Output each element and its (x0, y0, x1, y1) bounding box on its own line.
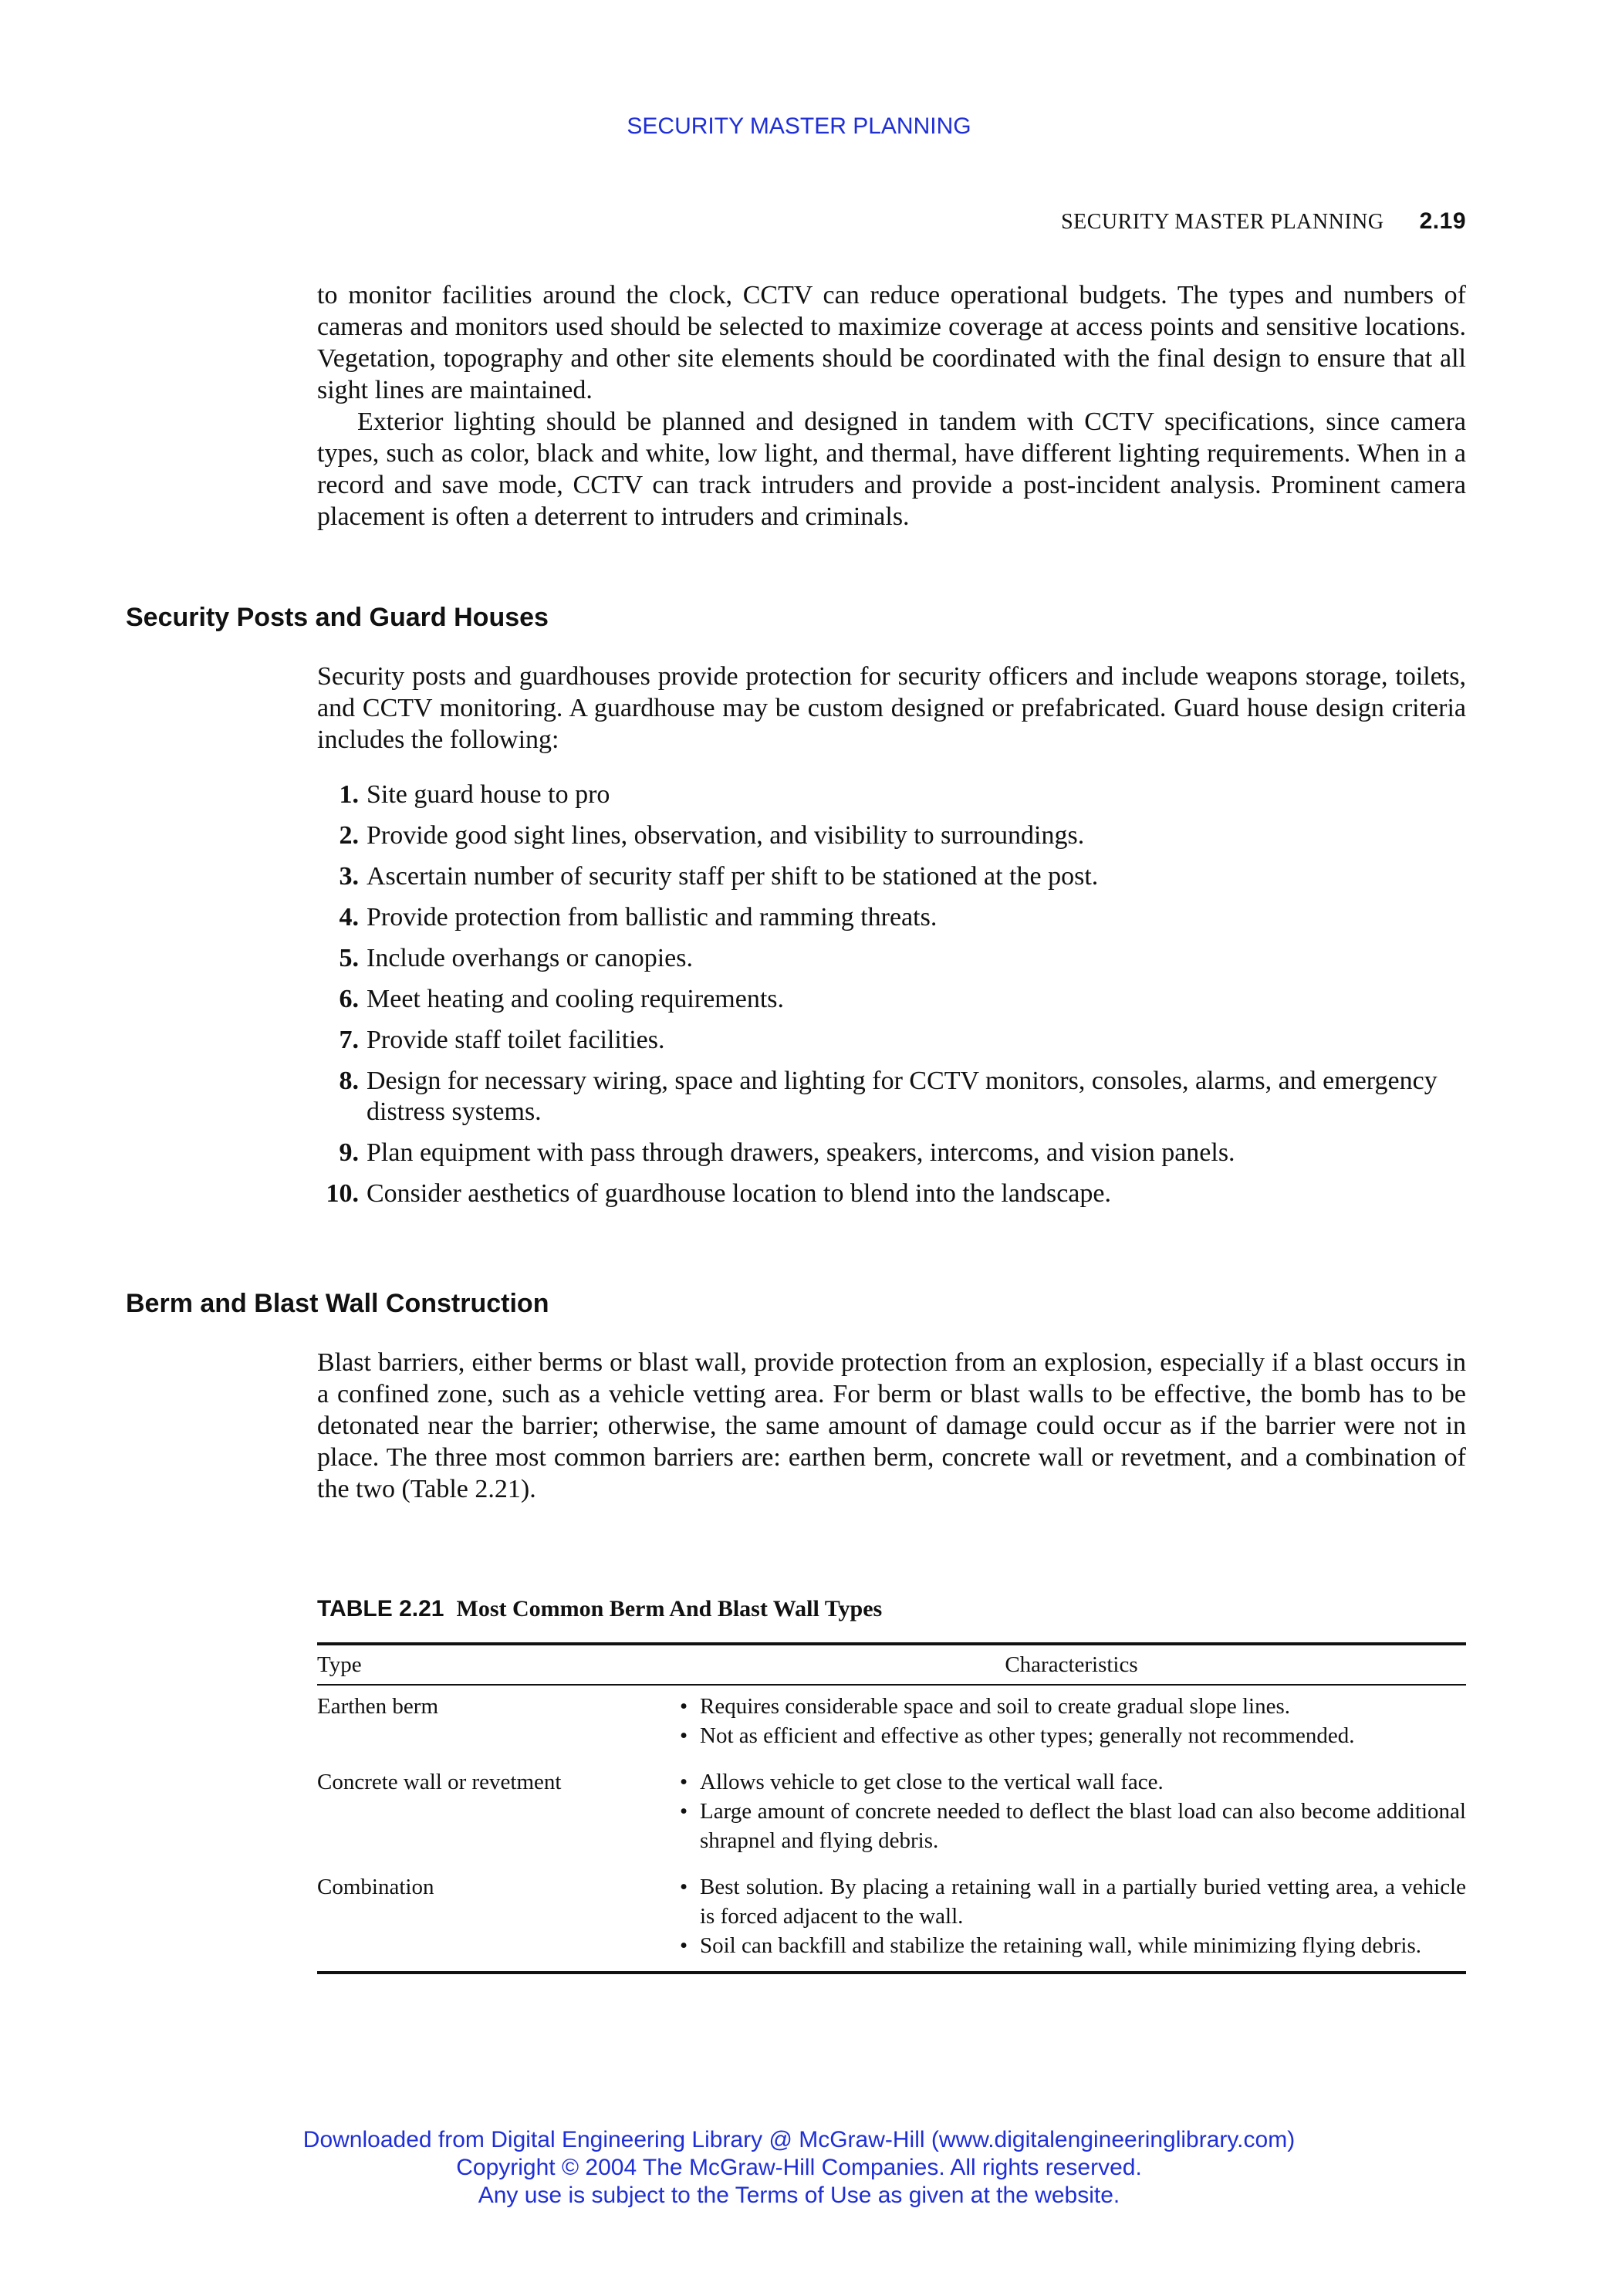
list-item-text: Consider aesthetics of guardhouse location to blend into the landscape. (367, 1179, 1111, 1208)
list-item (317, 820, 1466, 851)
list-item-text: Meet heating and cooling requirements. (367, 985, 784, 1013)
list-item-text: Ascertain number of security staff per shift to be stationed at the post. (367, 862, 1099, 891)
bullet-item: • Allows vehicle to get close to the vertical wall face. (677, 1767, 1466, 1797)
list-item-number: 6. (339, 985, 359, 1013)
list-item-number: 1. (339, 780, 359, 809)
column-header-type: Type (317, 1644, 677, 1685)
running-head-title: SECURITY MASTER PLANNING (1061, 210, 1384, 234)
footer-copyright: Copyright © 2004 The McGraw-Hill Companies. All rights reserved. (456, 2155, 1142, 2180)
table-row (317, 1866, 1466, 1973)
copyright-footer (0, 2126, 1598, 2210)
bullet-item: • Soil can backfill and stabilize the retaining wall, while minimizing flying debris. (677, 1931, 1466, 1960)
list-item-number: 7. (339, 1026, 359, 1054)
list-item-text: Include overhangs or canopies. (367, 944, 693, 972)
section-heading-security-posts: Security Posts and Guard Houses (126, 603, 549, 632)
table-cell-characteristics (677, 1685, 1466, 1761)
table-cell-type: Earthen berm (317, 1694, 439, 1719)
list-item (317, 1025, 1466, 1056)
running-head (1061, 208, 1466, 235)
bullet-item: • Not as efficient and effective as other types; generally not recommended. (677, 1721, 1466, 1750)
list-item (317, 1066, 1466, 1128)
intro-paragraph-2: Exterior lighting should be planned and designed in tandem with CCTV specifications, since camera types, such as color, black and white, low light, and thermal, have different lighting requirements. When in a record and save mode, CCTV can track intruders and provide a post-incident analysis. Prominent camera placement is often a deterrent to intruders and criminals. (317, 407, 1466, 531)
list-item-text: Provide protection from ballistic and ramming threats. (367, 903, 938, 932)
list-item-number: 5. (339, 944, 359, 972)
bullet-list (677, 1692, 1466, 1750)
table-row (317, 1761, 1466, 1866)
list-item (317, 1178, 1466, 1209)
bullet-item: • Large amount of concrete needed to deflect the blast load can also become additional shrapnel and flying debris. (677, 1797, 1466, 1855)
list-item-number: 4. (339, 903, 359, 932)
table-cell-characteristics (677, 1866, 1466, 1973)
list-item-text: Provide staff toilet facilities. (367, 1026, 665, 1054)
list-item (317, 943, 1466, 974)
table-cell-type: Concrete wall or revetment (317, 1770, 562, 1794)
table-row (317, 1685, 1466, 1761)
guardhouse-criteria-list (317, 779, 1466, 1219)
table-header-row (317, 1644, 1466, 1685)
intro-paragraph-1: to monitor facilities around the clock, CCTV can reduce operational budgets. The types and numbers of cameras and monitors used should be selected to maximize coverage at access points and sensitive locations. Vegetation, topography and other site elements should be coordinated with the final design to ensure that all sight lines are maintained. (317, 281, 1466, 404)
berm-types-table (317, 1642, 1466, 1974)
table-caption (317, 1596, 882, 1622)
list-item (317, 902, 1466, 933)
section-heading-berm-blast-wall: Berm and Blast Wall Construction (126, 1289, 549, 1318)
list-item-text: Design for necessary wiring, space and lighting for CCTV monitors, consoles, alarms, and emergency distress systems. (367, 1067, 1438, 1126)
list-item (317, 984, 1466, 1015)
table-cell-characteristics (677, 1761, 1466, 1866)
berm-paragraph: Blast barriers, either berms or blast wall, provide protection from an explosion, especially if a blast occurs in a confined zone, such as a vehicle vetting area. For berm or blast walls to be effective, the bomb has to be detonated near the barrier; otherwise, the same amount of damage could occur as if the barrier were not in place. The three most common barriers are: earthen berm, concrete wall or revetment, and a combination of the two (Table 2.21). (317, 1348, 1466, 1503)
list-item (317, 1138, 1466, 1168)
security-posts-paragraph: Security posts and guardhouses provide protection for security officers and include weapons storage, toilets, and CCTV monitoring. A guardhouse may be custom designed or prefabricated. Guard house design criteria includes the following: (317, 662, 1466, 754)
list-item-number: 10. (326, 1179, 359, 1208)
list-item-number: 9. (339, 1138, 359, 1167)
list-item-number: 8. (339, 1067, 359, 1095)
list-item-text: Site guard house to pro (367, 780, 610, 809)
table-title: Most Common Berm And Blast Wall Types (456, 1596, 883, 1621)
table-label: TABLE 2.21 (317, 1596, 444, 1621)
bullet-item: • Requires considerable space and soil to create gradual slope lines. (677, 1692, 1466, 1721)
bullet-list (677, 1767, 1466, 1855)
list-item (317, 779, 1466, 810)
list-item (317, 861, 1466, 892)
top-chapter-link[interactable]: SECURITY MASTER PLANNING (627, 113, 971, 139)
list-item-text: Plan equipment with pass through drawers, speakers, intercoms, and vision panels. (367, 1138, 1235, 1167)
bullet-item: • Best solution. By placing a retaining wall in a partially buried vetting area, a vehicle is forced adjacent to the wall. (677, 1872, 1466, 1931)
footer-terms-link[interactable]: Any use is subject to the Terms of Use as given at the website. (478, 2183, 1120, 2208)
footer-download-link[interactable]: Downloaded from Digital Engineering Library @ McGraw-Hill (www.digitalengineeringlibrary.com) (302, 2127, 1296, 2152)
page-number: 2.19 (1419, 208, 1466, 234)
list-item-number: 2. (339, 821, 359, 850)
table-cell-type: Combination (317, 1875, 434, 1899)
column-header-characteristics: Characteristics (677, 1644, 1466, 1685)
bullet-list (677, 1872, 1466, 1960)
list-item-text: Provide good sight lines, observation, and visibility to surroundings. (367, 821, 1085, 850)
list-item-number: 3. (339, 862, 359, 891)
